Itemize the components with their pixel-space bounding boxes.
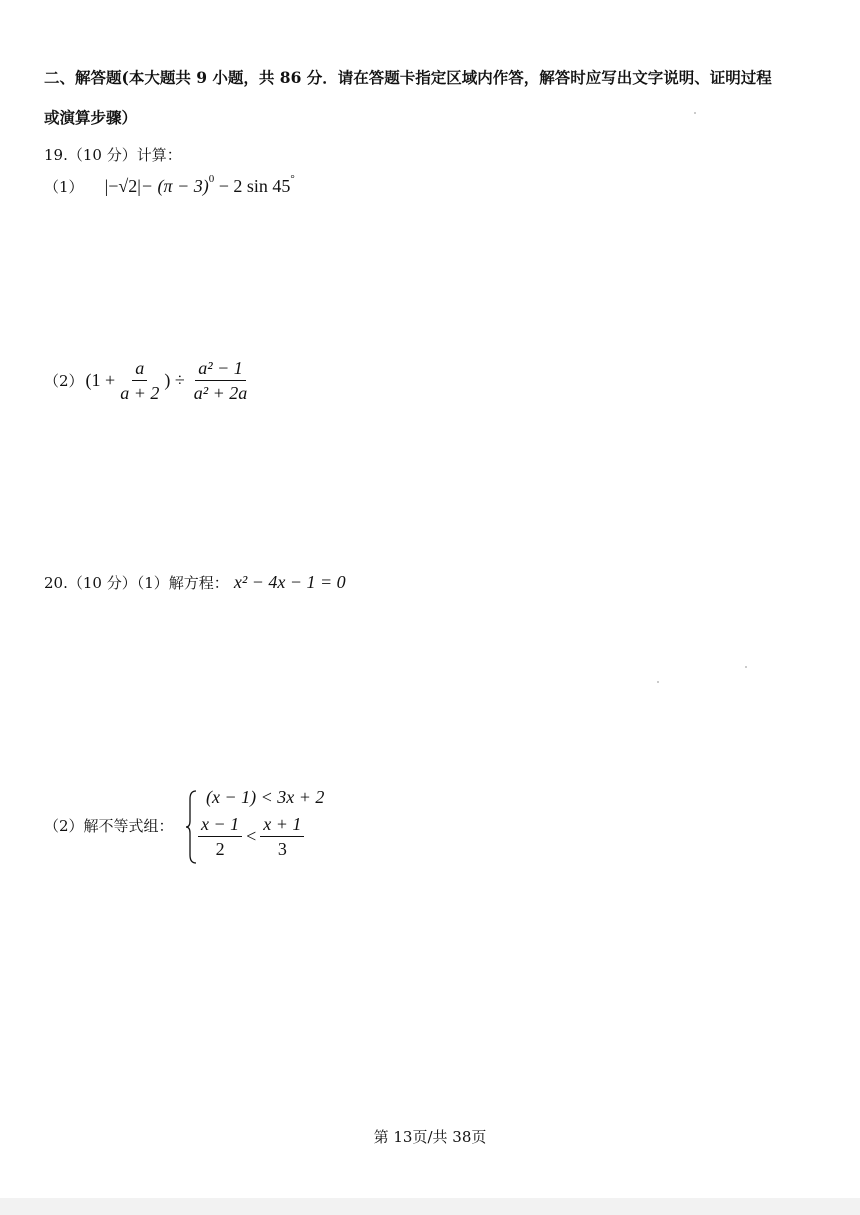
q19-title: 19.（10 分）计算：: [44, 146, 182, 164]
q19-part1-expression: [104, 173, 295, 196]
scan-speck: [657, 681, 659, 683]
q19-part1-label: （1）: [44, 178, 84, 196]
fraction-left: [198, 813, 242, 860]
fraction-denominator: a² + 2a: [193, 383, 248, 403]
open-term: (1 +: [85, 370, 116, 390]
page-number: 第 13页/共 38页: [373, 1128, 487, 1146]
inequality-system: [186, 787, 346, 865]
page-bottom-edge: [0, 1198, 860, 1215]
inequality-1: (x − 1) < 3x + 2: [206, 787, 325, 807]
q19-part2-expression: [86, 357, 253, 404]
fraction-a2-minus-1: [191, 357, 251, 404]
fraction-a-over-a-plus-2: [117, 357, 162, 404]
fraction-numerator: x + 1: [260, 813, 304, 837]
scan-speck: [745, 666, 747, 668]
sqrt-two: √2: [118, 176, 138, 196]
sin-term: − 2 sin 45: [214, 176, 291, 196]
exponent-zero: 0: [208, 173, 215, 185]
fraction-denominator: 2: [215, 839, 225, 859]
fraction-numerator: x − 1: [198, 813, 242, 837]
q20-part1: [44, 572, 346, 593]
fraction-numerator: a: [132, 357, 147, 381]
fraction-denominator: 3: [277, 839, 287, 859]
q19-part2: [44, 357, 252, 404]
section-header-line1: 二、解答题(本大题共 9 小题，共 86 分．请在答题卡指定区域内作答，解答时应写出文字说明、证明过程: [44, 68, 772, 87]
less-than: <: [246, 826, 257, 846]
q19-part1: [44, 173, 295, 197]
inequality-2: [196, 813, 306, 860]
divide-term: ) ÷: [164, 370, 185, 390]
fraction-numerator: a² − 1: [195, 357, 246, 381]
section-header-line2: 或演算步骤）: [44, 108, 138, 127]
q20-equation: x² − 4x − 1 = 0: [233, 572, 346, 592]
scan-speck: [694, 112, 696, 114]
abs-close: |: [137, 176, 141, 196]
q20-part2-label: （2）解不等式组：: [44, 817, 174, 835]
abs-open: |−: [104, 176, 119, 196]
pi-term: − (π − 3): [140, 176, 209, 196]
fraction-right: [260, 813, 304, 860]
q19-part2-label: （2）: [44, 372, 84, 390]
q20-title: 20.（10 分）（1）解方程：: [44, 574, 229, 592]
degree-mark: °: [290, 173, 295, 185]
fraction-denominator: a + 2: [120, 383, 160, 403]
